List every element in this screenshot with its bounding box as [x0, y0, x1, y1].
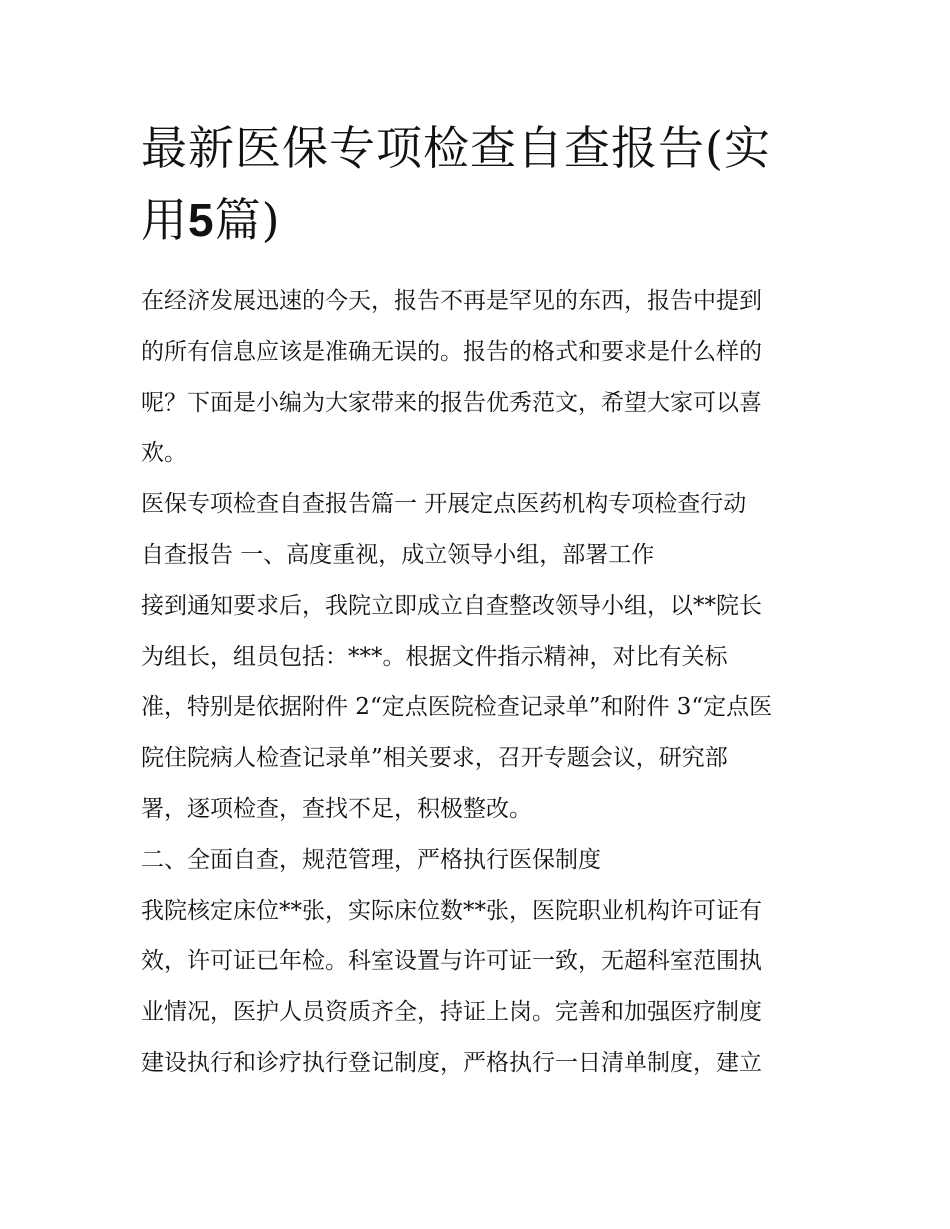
body-line: 效，许可证已年检。科室设置与许可证一致，无超科室范围执	[141, 948, 762, 975]
body-line: 为组长，组员包括：***。根据文件指示精神，对比有关标	[141, 643, 728, 670]
body-line: 院住院病人检查记录单”相关要求，召开专题会议，研究部	[141, 745, 728, 772]
body-line: 接到通知要求后，我院立即成立自查整改领导小组，以**院长	[141, 592, 762, 619]
document-title	[141, 112, 821, 256]
body-line: 业情况，医护人员资质齐全，持证上岗。完善和加强医疗制度	[141, 999, 762, 1026]
body-line: 医保专项检查自查报告篇一 开展定点医药机构专项检查行动	[141, 491, 747, 518]
body-line: 的所有信息应该是准确无误的。报告的格式和要求是什么样的	[141, 338, 762, 365]
body-line: 我院核定床位**张，实际床位数**张，医院职业机构许可证有	[141, 897, 762, 924]
body-line: 在经济发展迅速的今天，报告不再是罕见的东西，报告中提到	[141, 288, 762, 314]
body-line: 欢。	[141, 440, 187, 467]
body-line: 建设执行和诊疗执行登记制度，严格执行一日清单制度，建立	[141, 1049, 762, 1076]
body-line: 呢？下面是小编为大家带来的报告优秀范文，希望大家可以喜	[141, 389, 762, 416]
title-line-2-prefix: 用	[141, 193, 188, 247]
title-line-1: 最新医保专项检查自查报告(实	[141, 121, 771, 175]
body-line: 准，特别是依据附件 2“定点医院检查记录单”和附件 3“定点医	[141, 694, 773, 721]
body-line: 二、全面自查，规范管理，严格执行医保制度	[141, 846, 601, 873]
document-body	[141, 276, 813, 1089]
body-line: 自查报告 一、高度重视，成立领导小组，部署工作	[141, 541, 655, 568]
title-line-2-suffix: 篇)	[214, 193, 281, 247]
title-line-2-number: 5	[188, 194, 215, 246]
body-line: 署，逐项检查，查找不足，积极整改。	[141, 795, 532, 822]
